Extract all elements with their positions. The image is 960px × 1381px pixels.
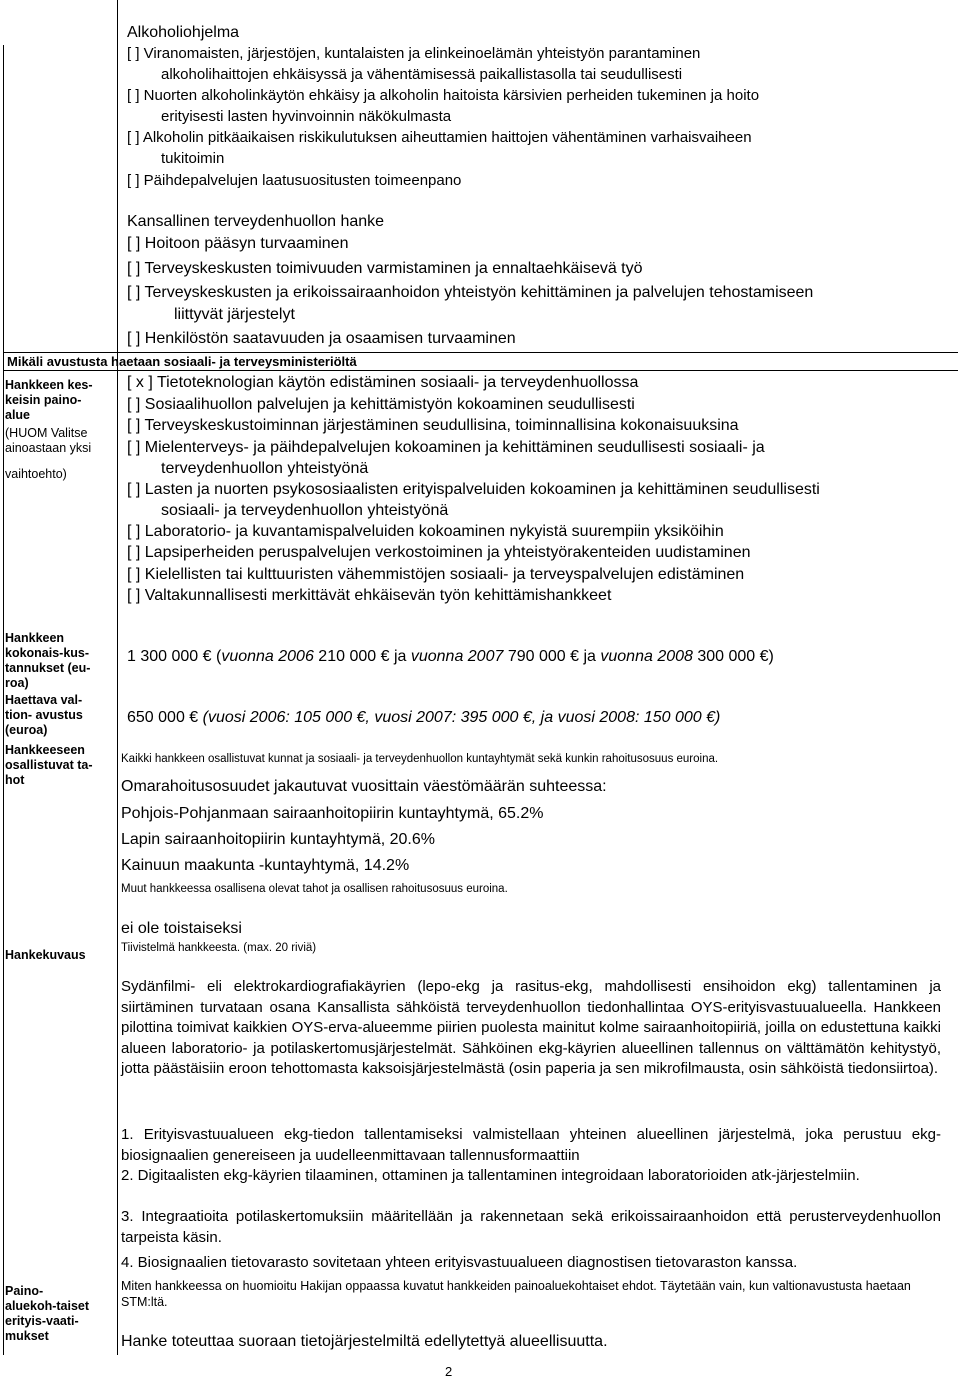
year-2006-label: vuonna 2006 [221, 648, 314, 665]
participant-1: Pohjois-Pohjanmaan sairaanhoitopiirin kuntayhtymä, 65.2% [121, 805, 544, 822]
alcohol-option-3[interactable]: [ ] Alkoholin pitkäaikaisen riskikulutuksen aiheuttamien haittojen vähentäminen varhaisvaiheen [127, 129, 752, 146]
participants-label [5, 743, 93, 788]
label-line: roa) [5, 676, 29, 690]
label-line: hot [5, 773, 25, 787]
priority-specific-label [5, 1284, 89, 1344]
paren-close: ) [768, 648, 774, 665]
ministry-option-5[interactable]: [ ] Lasten ja nuorten psykososiaalisten erityispalveluiden kokoaminen ja kehittäminen seudullisesti [127, 481, 820, 498]
alcohol-option-2[interactable]: [ ] Nuorten alkoholinkäytön ehkäisy ja alkoholin haitoista kärsivien perheiden tukeminen ja hoito [127, 87, 760, 104]
label-line: erityis-vaati- [5, 1314, 79, 1328]
description-item-1: 1. Erityisvastuualueen ekg-tiedon tallentamiseksi valmistellaan yhteinen alueellinen järjestelmä, joka perustuu ekg-biosignaalien genereiseen ja uudelleenmittavaan tallennusformaattiin [121, 1126, 941, 1164]
national-project-title: Kansallinen terveydenhuollon hanke [127, 213, 385, 230]
description-instruction: Tiivistelmä hankkeesta. (max. 20 riviä) [121, 942, 317, 954]
left-border [3, 45, 4, 1355]
alcohol-option-3-cont: tukitoimin [161, 150, 225, 167]
participant-3: Kainuun maakunta -kuntayhtymä, 14.2% [121, 857, 410, 874]
alcohol-program-title: Alkoholiohjelma [127, 24, 240, 41]
label-note-line: ainoastaan yksi [5, 441, 92, 455]
label-note-line: (HUOM Valitse [5, 426, 88, 440]
label-line: tannukset (eu- [5, 661, 91, 675]
ministry-option-6[interactable]: [ ] Laboratorio- ja kuvantamispalveluiden kokoaminen nykyistä suurempiin yksiköihin [127, 523, 724, 540]
label-line: tion- avustus [5, 708, 83, 722]
national-option-4[interactable]: [ ] Henkilöstön saatavuuden ja osaamisen turvaaminen [127, 330, 516, 347]
priority-area-label [5, 378, 93, 482]
conjunction: ja [393, 648, 407, 665]
description-label: Hankekuvaus [5, 948, 86, 962]
description-paragraph: Sydänfilmi- eli elektrokardiografiakäyrien (lepo-ekg ja rasitus-ekg, mahdollisesti ensihoidon ekg) tallentaminen ja siirtäminen turvataan osana Kansallista sähköistä terveydenhuollon tiedonhallintaa OYS-erityisvastuualueella. Hankkeen pilottina toimivat kaikkien OYS-erva-alueemme piirien puolesta mainitut kolme sairaanhoitopiiriä, joilla on edustettuna kaikki alueen laboratorio- ja potilaskertomusjärjestelmät. Sähköinen ekg-käyrien alueellinen tallennus on välttämätön kehitystyö, jotta päästäisiin eroon tehottomasta kaksoisjärjestelmästä (osin paperia ja sen mikrofilmausta, osin sähköistä tiedonsiirtoa). [121, 978, 941, 1077]
year-2008-label: vuonna 2008 [600, 648, 693, 665]
ministry-option-4-cont: terveydenhuollon yhteistyönä [161, 460, 369, 477]
amount-2007: 790 000 € [507, 648, 580, 665]
alcohol-option-1[interactable]: [ ] Viranomaisten, järjestöjen, kuntalaisten ja elinkeinoelämän yhteistyön parantaminen [127, 45, 701, 62]
national-option-1[interactable]: [ ] Hoitoon pääsyn turvaaminen [127, 235, 349, 252]
ministry-option-1-checked[interactable]: [ x ] Tietoteknologian käytön edistäminen sosiaali- ja terveydenhuollossa [127, 374, 639, 391]
amount-2006: 210 000 € [318, 648, 390, 665]
grant-label [5, 693, 83, 738]
ministry-header-top-rule [3, 352, 958, 353]
label-line: osallistuvat ta- [5, 758, 93, 772]
label-line: Hankkeen [5, 631, 65, 645]
page-number: 2 [445, 1364, 453, 1379]
ministry-header: Mikäli avustusta haetaan sosiaali- ja terveysministeriöltä [7, 354, 357, 369]
alcohol-option-2-cont: erityisesti lasten hyvinvoinnin näkökulmasta [161, 108, 452, 125]
amount-2008: 300 000 € [697, 648, 769, 665]
total-amount: 1 300 000 € [127, 648, 212, 665]
label-line: Hankkeeseen [5, 743, 85, 757]
label-line: kokonais-kus- [5, 646, 90, 660]
ministry-header-bottom-rule [3, 370, 958, 371]
alcohol-option-1-cont: alkoholihaittojen ehkäisyssä ja vähentämisessä paikallistasolla tai seudullisesti [161, 66, 683, 83]
description-item-4: 4. Biosignaalien tietovarasto sovitetaan yhteen erityisvastuualueen diagnostisen tietovaraston kanssa. [121, 1254, 798, 1271]
priority-value: Hanke toteuttaa suoraan tietojärjestelmiltä edellytettyä alueellisuutta. [121, 1333, 608, 1350]
description-item-2: 2. Digitaalisten ekg-käyrien tilaaminen, ottaminen ja tallentaminen integroidaan laboratorioiden atk-järjestelmiin. [121, 1167, 860, 1184]
grant-amount: 650 000 € [127, 709, 199, 726]
other-participants-instruction: Muut hankkeessa osallisena olevat tahot ja osallisen rahoitusosuus euroina. [121, 883, 508, 895]
label-line: Haettava val- [5, 693, 83, 707]
label-line: keisin paino- [5, 393, 82, 407]
ministry-option-7[interactable]: [ ] Lapsiperheiden peruspalvelujen verkostoiminen ja yhteistyörakenteiden uudistaminen [127, 544, 751, 561]
other-participants-value: ei ole toistaiseksi [121, 920, 242, 937]
ministry-option-4[interactable]: [ ] Mielenterveys- ja päihdepalvelujen kokoaminen ja kehittäminen seudullisesti sosiaali- ja [127, 439, 765, 456]
national-option-2[interactable]: [ ] Terveyskeskusten toimivuuden varmistaminen ja ennaltaehkäisevä työ [127, 260, 643, 277]
description-item-3: 3. Integraatioita potilaskertomuksiin määritellään ja rakennetaan sekä erikoissairaanhoidon että perusterveydenhuollon tarpeista käsin. [121, 1208, 941, 1246]
paren-open: ( [215, 648, 222, 665]
label-line: alue [5, 408, 31, 422]
grant-breakdown: (vuosi 2006: 105 000 €, vuosi 2007: 395 000 €, ja vuosi 2008: 150 000 €) [202, 709, 721, 726]
grant-value [127, 707, 720, 728]
label-line: (euroa) [5, 723, 48, 737]
label-line: aluekoh-taiset [5, 1299, 90, 1313]
national-option-3[interactable]: [ ] Terveyskeskusten ja erikoissairaanhoidon yhteistyön kehittäminen ja palvelujen tehostamiseen [127, 284, 814, 301]
national-option-3-cont: liittyvät järjestelyt [174, 306, 295, 323]
conjunction: ja [583, 648, 596, 665]
label-line: mukset [5, 1329, 49, 1343]
year-2007-label: vuonna 2007 [410, 648, 504, 665]
total-costs-label [5, 631, 90, 691]
label-line: Hankkeen kes- [5, 378, 93, 392]
label-note-line: vaihtoehto) [5, 467, 67, 481]
participants-intro: Omarahoitusosuudet jakautuvat vuosittain väestömäärän suhteessa: [121, 778, 607, 795]
total-costs-value [127, 646, 774, 667]
ministry-option-5-cont: sosiaali- ja terveydenhuollon yhteistyönä [161, 502, 449, 519]
ministry-option-8[interactable]: [ ] Kielellisten tai kulttuuristen vähemmistöjen sosiaali- ja terveyspalvelujen edistäminen [127, 566, 745, 583]
label-line: Paino- [5, 1284, 44, 1298]
participants-instruction: Kaikki hankkeen osallistuvat kunnat ja sosiaali- ja terveydenhuollon kuntayhtymät sekä kunkin rahoitusosuus euroina. [121, 753, 719, 765]
participant-2: Lapin sairaanhoitopiirin kuntayhtymä, 20.6% [121, 831, 435, 848]
ministry-option-2[interactable]: [ ] Sosiaalihuollon palvelujen ja kehittämistyön kokoaminen seudullisesti [127, 396, 635, 413]
alcohol-option-4[interactable]: [ ] Päihdepalvelujen laatusuositusten toimeenpano [127, 172, 462, 189]
priority-instruction: Miten hankkeessa on huomioitu Hakijan oppaassa kuvatut hankkeiden painoaluekohtaiset ehdot. Täytetään vain, kun valtionavustusta haetaan STM:ltä. [121, 1279, 911, 1309]
ministry-option-9[interactable]: [ ] Valtakunnallisesti merkittävät ehkäisevän työn kehittämishankkeet [127, 587, 612, 604]
ministry-option-3[interactable]: [ ] Terveyskeskustoiminnan järjestäminen seudullisina, toiminnallisina kokonaisuuksina [127, 417, 739, 434]
column-divider [117, 0, 118, 1355]
